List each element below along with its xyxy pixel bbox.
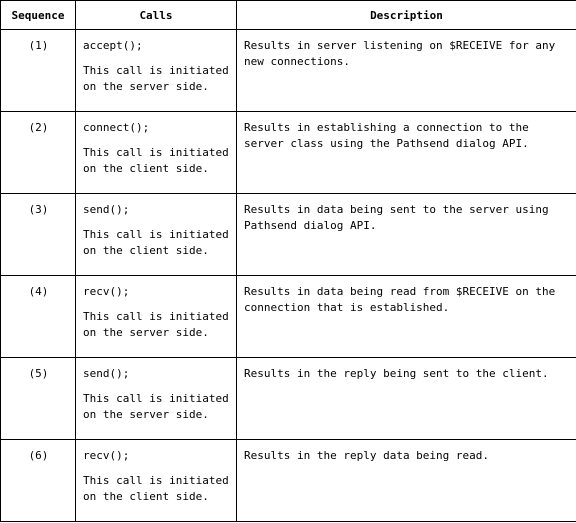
description-cell: Results in the reply being sent to the client. [237,358,576,440]
call-name: recv(); [83,285,130,298]
description-cell: Results in data being sent to the server using Pathsend dialog API. [237,194,576,276]
call-name: send(); [83,367,130,380]
calls-cell [76,194,237,276]
calls-cell [76,112,237,194]
sequence-cell: (1) [1,30,76,112]
calls-cell [76,440,237,522]
table-row [1,112,576,194]
call-note: This call is initiated on the server side. [83,310,229,339]
calls-column-header: Calls [76,1,237,30]
calls-cell [76,358,237,440]
call-note: This call is initiated on the client side. [83,474,229,503]
table-row [1,440,576,522]
call-note: This call is initiated on the server side. [83,64,229,93]
sequence-cell: (2) [1,112,76,194]
table-header [1,1,576,30]
sequence-column-header: Sequence [1,1,76,30]
description-cell: Results in the reply data being read. [237,440,576,522]
sequence-cell: (3) [1,194,76,276]
call-name: connect(); [83,121,150,134]
sequence-cell: (5) [1,358,76,440]
header-row [1,1,576,30]
description-cell: Results in establishing a connection to the server class using the Pathsend dialog API. [237,112,576,194]
sequence-cell: (6) [1,440,76,522]
table-row [1,194,576,276]
table-row [1,276,576,358]
description-cell: Results in data being read from $RECEIVE on the connection that is established. [237,276,576,358]
table-row [1,30,576,112]
calls-cell [76,30,237,112]
call-note: This call is initiated on the client side. [83,228,229,257]
description-cell: Results in server listening on $RECEIVE for any new connections. [237,30,576,112]
calls-cell [76,276,237,358]
table-row [1,358,576,440]
description-column-header: Description [237,1,576,30]
call-name: recv(); [83,449,130,462]
call-name: accept(); [83,39,143,52]
call-note: This call is initiated on the server side. [83,392,229,421]
call-note: This call is initiated on the client side. [83,146,229,175]
call-name: send(); [83,203,130,216]
sequence-cell: (4) [1,276,76,358]
table-body [1,30,576,522]
